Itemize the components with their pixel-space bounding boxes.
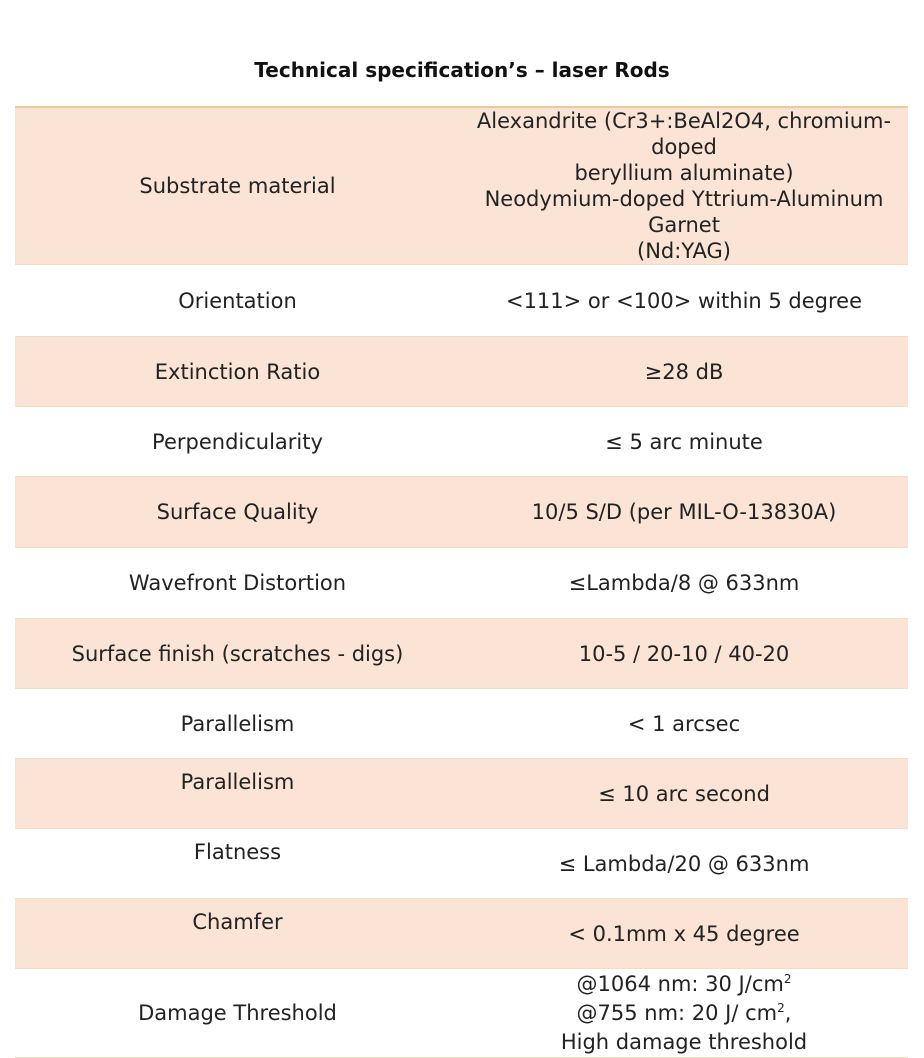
value-tail: , [784, 1000, 792, 1025]
spec-value-line [466, 1028, 902, 1057]
spec-label: Damage Threshold [15, 969, 460, 1058]
spec-value: 10-5 / 20-10 / 40-20 [460, 619, 908, 689]
table-row-surface-finish [15, 619, 908, 689]
spec-value: ≤Lambda/8 @ 633nm [460, 548, 908, 619]
page-title: Technical specification’s – laser Rods [254, 58, 670, 82]
superscript: 2 [783, 971, 792, 986]
spec-value [460, 969, 908, 1058]
spec-label: Perpendicularity [15, 407, 460, 477]
spec-value-line: (Nd:YAG) [637, 239, 731, 263]
spec-value: ≤ 5 arc minute [460, 407, 908, 477]
spec-value-line [466, 970, 902, 999]
table-row-wavefront-distortion [15, 548, 908, 619]
spec-label: Orientation [15, 265, 460, 337]
table-row-extinction-ratio [15, 337, 908, 407]
spec-value: ≤ Lambda/20 @ 633nm [460, 829, 908, 899]
spec-value: ≥28 dB [460, 337, 908, 407]
table-row-parallelism-2 [15, 759, 908, 829]
spec-label: Surface Quality [15, 477, 460, 548]
spec-value-line: Neodymium-doped Yttrium-Aluminum Garnet [484, 187, 884, 237]
value-text: @1064 nm: 30 J/cm [576, 971, 784, 996]
spec-label: Extinction Ratio [15, 337, 460, 407]
spec-value: 10/5 S/D (per MIL-O-13830A) [460, 477, 908, 548]
spec-label: Substrate material [15, 107, 460, 265]
table-row-perpendicularity [15, 407, 908, 477]
table-row-substrate-material [15, 107, 908, 265]
spec-label: Chamfer [15, 899, 460, 969]
spec-value: < 0.1mm x 45 degree [460, 899, 908, 969]
spec-value: ≤ 10 arc second [460, 759, 908, 829]
table-row-damage-threshold [15, 969, 908, 1058]
value-text: High damage threshold [560, 1029, 808, 1054]
spec-value-line [466, 999, 902, 1028]
table-row-flatness [15, 829, 908, 899]
spec-label: Parallelism [15, 759, 460, 829]
spec-value-line: beryllium aluminate) [574, 161, 794, 185]
table-row-parallelism [15, 689, 908, 759]
spec-value [460, 107, 908, 265]
spec-label: Flatness [15, 829, 460, 899]
spec-label: Parallelism [15, 689, 460, 759]
table-row-chamfer [15, 899, 908, 969]
table-row-surface-quality [15, 477, 908, 548]
spec-value-line: Alexandrite (Cr3+:BeAl2O4, chromium-doped [476, 109, 892, 159]
value-text: @755 nm: 20 J/ cm [576, 1000, 778, 1025]
spec-value: <111> or <100> within 5 degree [460, 265, 908, 337]
spec-label: Wavefront Distortion [15, 548, 460, 619]
superscript: 2 [777, 1000, 785, 1015]
table-row-orientation [15, 265, 908, 337]
spec-value: < 1 arcsec [460, 689, 908, 759]
spec-table [15, 106, 908, 1058]
spec-label: Surface finish (scratches - digs) [15, 619, 460, 689]
